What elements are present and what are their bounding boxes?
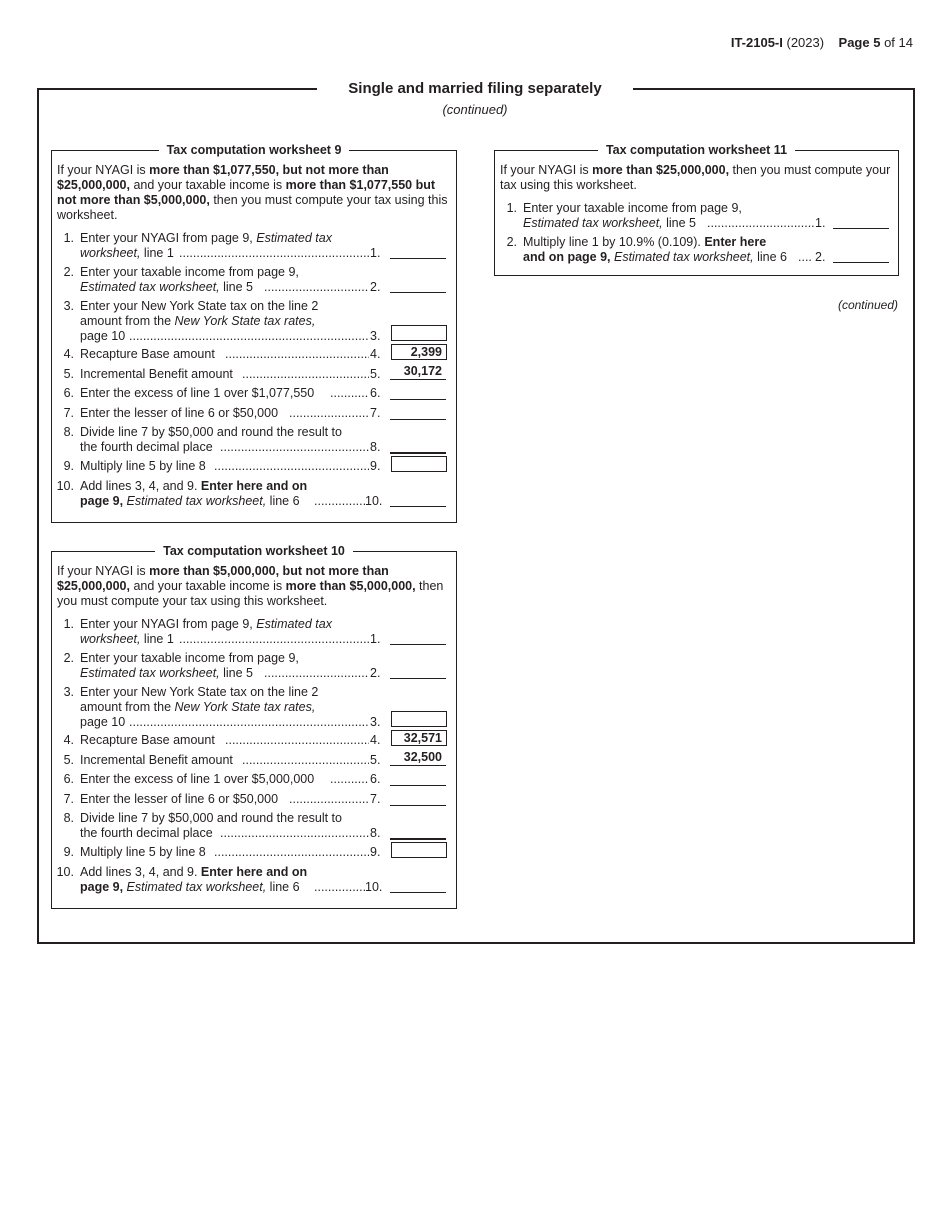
ws9-line-2: 2. Enter your taxable income from page 9, Estimated tax worksheet, line 5 ..... 2.	[52, 265, 456, 295]
ws10-line-8-input[interactable]	[390, 826, 446, 840]
ws10-line-6: 6. Enter the excess of line 1 over $5,000,000 ..... 6.	[52, 772, 456, 788]
ws10-line-9: 9. Multiply line 5 by line 8 ..... 9.	[52, 845, 456, 861]
worksheet-11	[494, 143, 899, 276]
ws10-line-1: 1. Enter your NYAGI from page 9, Estimated tax worksheet, line 1 ..... 1.	[52, 617, 456, 647]
worksheet-11-intro: If your NYAGI is more than $25,000,000, then you must compute your tax using this worksheet.	[500, 163, 891, 192]
ws10-line-4: 4. Recapture Base amount ..... 4. 32,571	[52, 733, 456, 749]
ws9-line-3: 3. Enter your New York State tax on the line 2 amount from the New York State tax rates, page 10 ..... 3.	[52, 299, 456, 344]
section-subtitle: (continued)	[442, 102, 508, 117]
ws9-line-8: 8. Divide line 7 by $50,000 and round the result to the fourth decimal place ..... 8.	[52, 425, 456, 455]
ws9-line-10: 10. Add lines 3, 4, and 9. Enter here and on page 9, Estimated tax worksheet, line 6 ..... 10.	[52, 479, 456, 509]
worksheet-10	[51, 544, 457, 909]
ws11-line-2: 2. Multiply line 1 by 10.9% (0.109). Enter here and on page 9, Estimated tax worksheet, line 6 ..... 2.	[495, 235, 898, 265]
ws9-line-1-input[interactable]	[390, 245, 446, 259]
ws9-line-10-input[interactable]	[390, 493, 446, 507]
ws10-line-7: 7. Enter the lesser of line 6 or $50,000 ..... 7.	[52, 792, 456, 808]
ws9-line-6: 6. Enter the excess of line 1 over $1,077,550 ..... 6.	[52, 386, 456, 402]
ws9-line-7: 7. Enter the lesser of line 6 or $50,000 ..... 7.	[52, 406, 456, 422]
ws9-line-4: 4. Recapture Base amount ..... 4. 2,399	[52, 347, 456, 363]
worksheet-10-intro: If your NYAGI is more than $5,000,000, but not more than $25,000,000, and your taxable income is more than $5,000,000, then you must compute your tax using this worksheet.	[57, 564, 444, 608]
ws10-line-10-input[interactable]	[390, 879, 446, 893]
ws10-line-5-value[interactable]: 32,500	[390, 750, 446, 766]
ws10-line-2-input[interactable]	[390, 665, 446, 679]
ws11-line-1-input[interactable]	[833, 215, 889, 229]
continued-note: (continued)	[837, 298, 898, 312]
section-title: Single and married filing separately	[317, 80, 633, 97]
ws11-line-1: 1. Enter your taxable income from page 9, Estimated tax worksheet, line 5 ..... 1.	[495, 201, 898, 231]
page-total: of 14	[884, 35, 913, 50]
worksheet-9-intro: If your NYAGI is more than $1,077,550, but not more than $25,000,000, and your taxable income is more than $1,077,550 but not more than $5,000,000, then you must compute your tax using this worksheet.	[57, 163, 448, 222]
ws10-line-2: 2. Enter your taxable income from page 9, Estimated tax worksheet, line 5 ..... 2.	[52, 651, 456, 681]
ws11-line-2-input[interactable]	[833, 249, 889, 263]
page-header	[731, 35, 913, 50]
ws9-line-5: 5. Incremental Benefit amount ..... 5. 30,172	[52, 367, 456, 383]
form-id: IT-2105-I	[730, 35, 783, 50]
page-number: Page 5	[838, 35, 881, 50]
ws9-line-4-value[interactable]: 2,399	[391, 344, 447, 360]
ws10-line-4-value[interactable]: 32,571	[391, 730, 447, 746]
ws10-line-3-input[interactable]	[391, 711, 447, 727]
ws9-line-9: 9. Multiply line 5 by line 8 ..... 9.	[52, 459, 456, 475]
ws10-line-9-input[interactable]	[391, 842, 447, 858]
worksheet-9	[51, 143, 457, 523]
worksheet-9-title: Tax computation worksheet 9	[159, 143, 350, 157]
ws9-line-2-input[interactable]	[390, 279, 446, 293]
worksheet-11-title: Tax computation worksheet 11	[598, 143, 795, 157]
form-year: (2023)	[786, 35, 825, 50]
ws9-line-7-input[interactable]	[390, 406, 446, 420]
ws9-line-1: 1. Enter your NYAGI from page 9, Estimated tax worksheet, line 1 ..... 1.	[52, 231, 456, 261]
ws9-line-5-value[interactable]: 30,172	[390, 364, 446, 380]
ws9-line-3-input[interactable]	[391, 325, 447, 341]
ws10-line-6-input[interactable]	[390, 772, 446, 786]
ws10-line-1-input[interactable]	[390, 631, 446, 645]
ws9-line-6-input[interactable]	[390, 386, 446, 400]
ws10-line-8: 8. Divide line 7 by $50,000 and round the result to the fourth decimal place ..... 8.	[52, 811, 456, 841]
ws10-line-7-input[interactable]	[390, 792, 446, 806]
ws10-line-5: 5. Incremental Benefit amount ..... 5. 32,500	[52, 753, 456, 769]
ws9-line-8-input[interactable]	[390, 440, 446, 454]
ws10-line-3: 3. Enter your New York State tax on the line 2 amount from the New York State tax rates, page 10 ..... 3.	[52, 685, 456, 730]
worksheet-10-title: Tax computation worksheet 10	[155, 544, 353, 558]
ws9-line-9-input[interactable]	[391, 456, 447, 472]
ws10-line-10: 10. Add lines 3, 4, and 9. Enter here and on page 9, Estimated tax worksheet, line 6 ..... 10.	[52, 865, 456, 895]
